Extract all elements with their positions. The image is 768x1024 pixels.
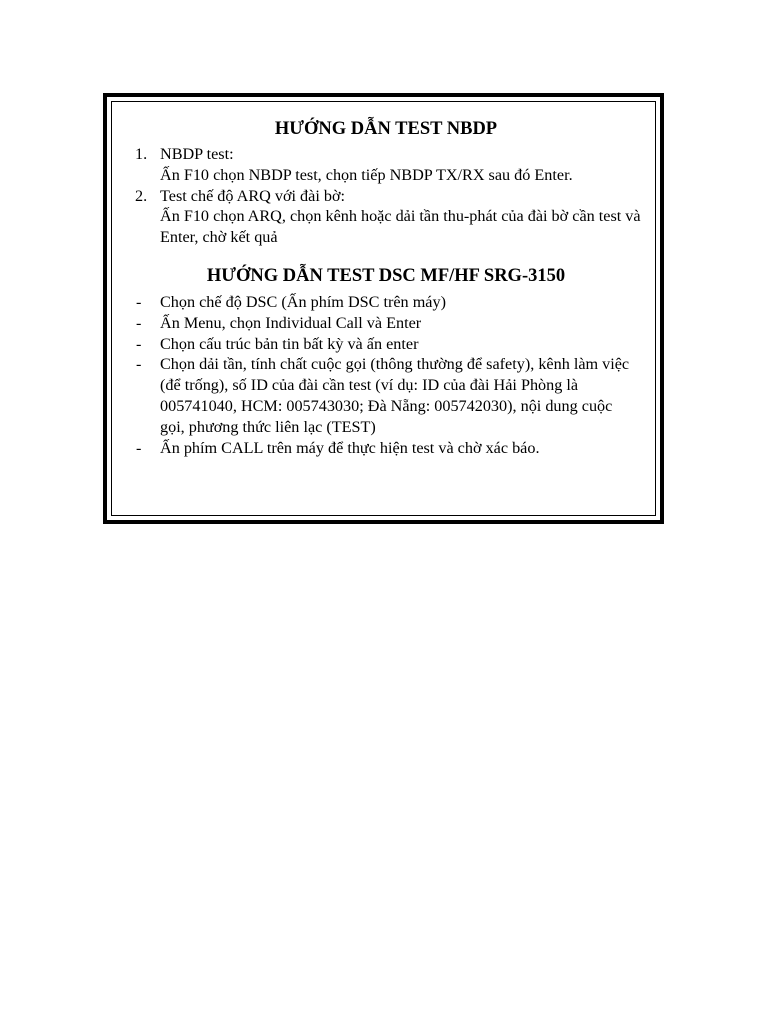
nbdp-step-1 [131, 144, 641, 186]
list-dash: - [136, 292, 142, 311]
dsc-steps-list [131, 292, 641, 458]
dsc-step-1 [131, 292, 641, 313]
dsc-heading: HƯỚNG DẪN TEST DSC MF/HF SRG-3150 [206, 265, 566, 286]
dsc-step-3 [131, 334, 641, 355]
dsc-step-4 [131, 354, 641, 437]
step-text: Chọn chế độ DSC (Ấn phím DSC trên máy) [160, 292, 446, 311]
step-line: Ấn F10 chọn ARQ, chọn kênh hoặc dải tần thu-phát của đài bờ cần test và Enter, chờ kết quả [160, 207, 641, 247]
list-number: 2. [135, 186, 148, 205]
step-line: Test chế độ ARQ với đài bờ: [160, 186, 346, 205]
step-text: Chọn dải tần, tính chất cuộc gọi (thông thường để safety), kênh làm việc (để trống), số ID của đài cần test (ví dụ: ID của đài Hải Phòng là 005741040, HCM: 005743030; Đà Nẵng: 005742030), nội dung cuộc gọi, phương thức liên lạc (TEST) [160, 355, 630, 436]
step-text: Chọn cấu trúc bản tin bất kỳ và ấn enter [160, 334, 419, 353]
step-text: Ấn Menu, chọn Individual Call và Enter [160, 313, 422, 332]
instruction-box [103, 93, 664, 524]
instruction-content [131, 111, 641, 458]
list-number: 1. [135, 145, 148, 163]
nbdp-step-2 [131, 186, 641, 248]
nbdp-steps-list [131, 144, 641, 248]
list-dash: - [136, 334, 142, 353]
list-dash: - [136, 438, 142, 457]
list-dash: - [136, 355, 142, 374]
list-dash: - [136, 313, 142, 332]
nbdp-heading: HƯỚNG DẪN TEST NBDP [274, 119, 498, 139]
step-text: Ấn phím CALL trên máy để thực hiện test và chờ xác báo. [160, 438, 540, 457]
step-line: Ấn F10 chọn NBDP test, chọn tiếp NBDP TX/RX sau đó Enter. [160, 165, 573, 184]
step-line: NBDP test: [160, 145, 234, 163]
dsc-step-5 [131, 438, 641, 459]
dsc-step-2 [131, 313, 641, 334]
